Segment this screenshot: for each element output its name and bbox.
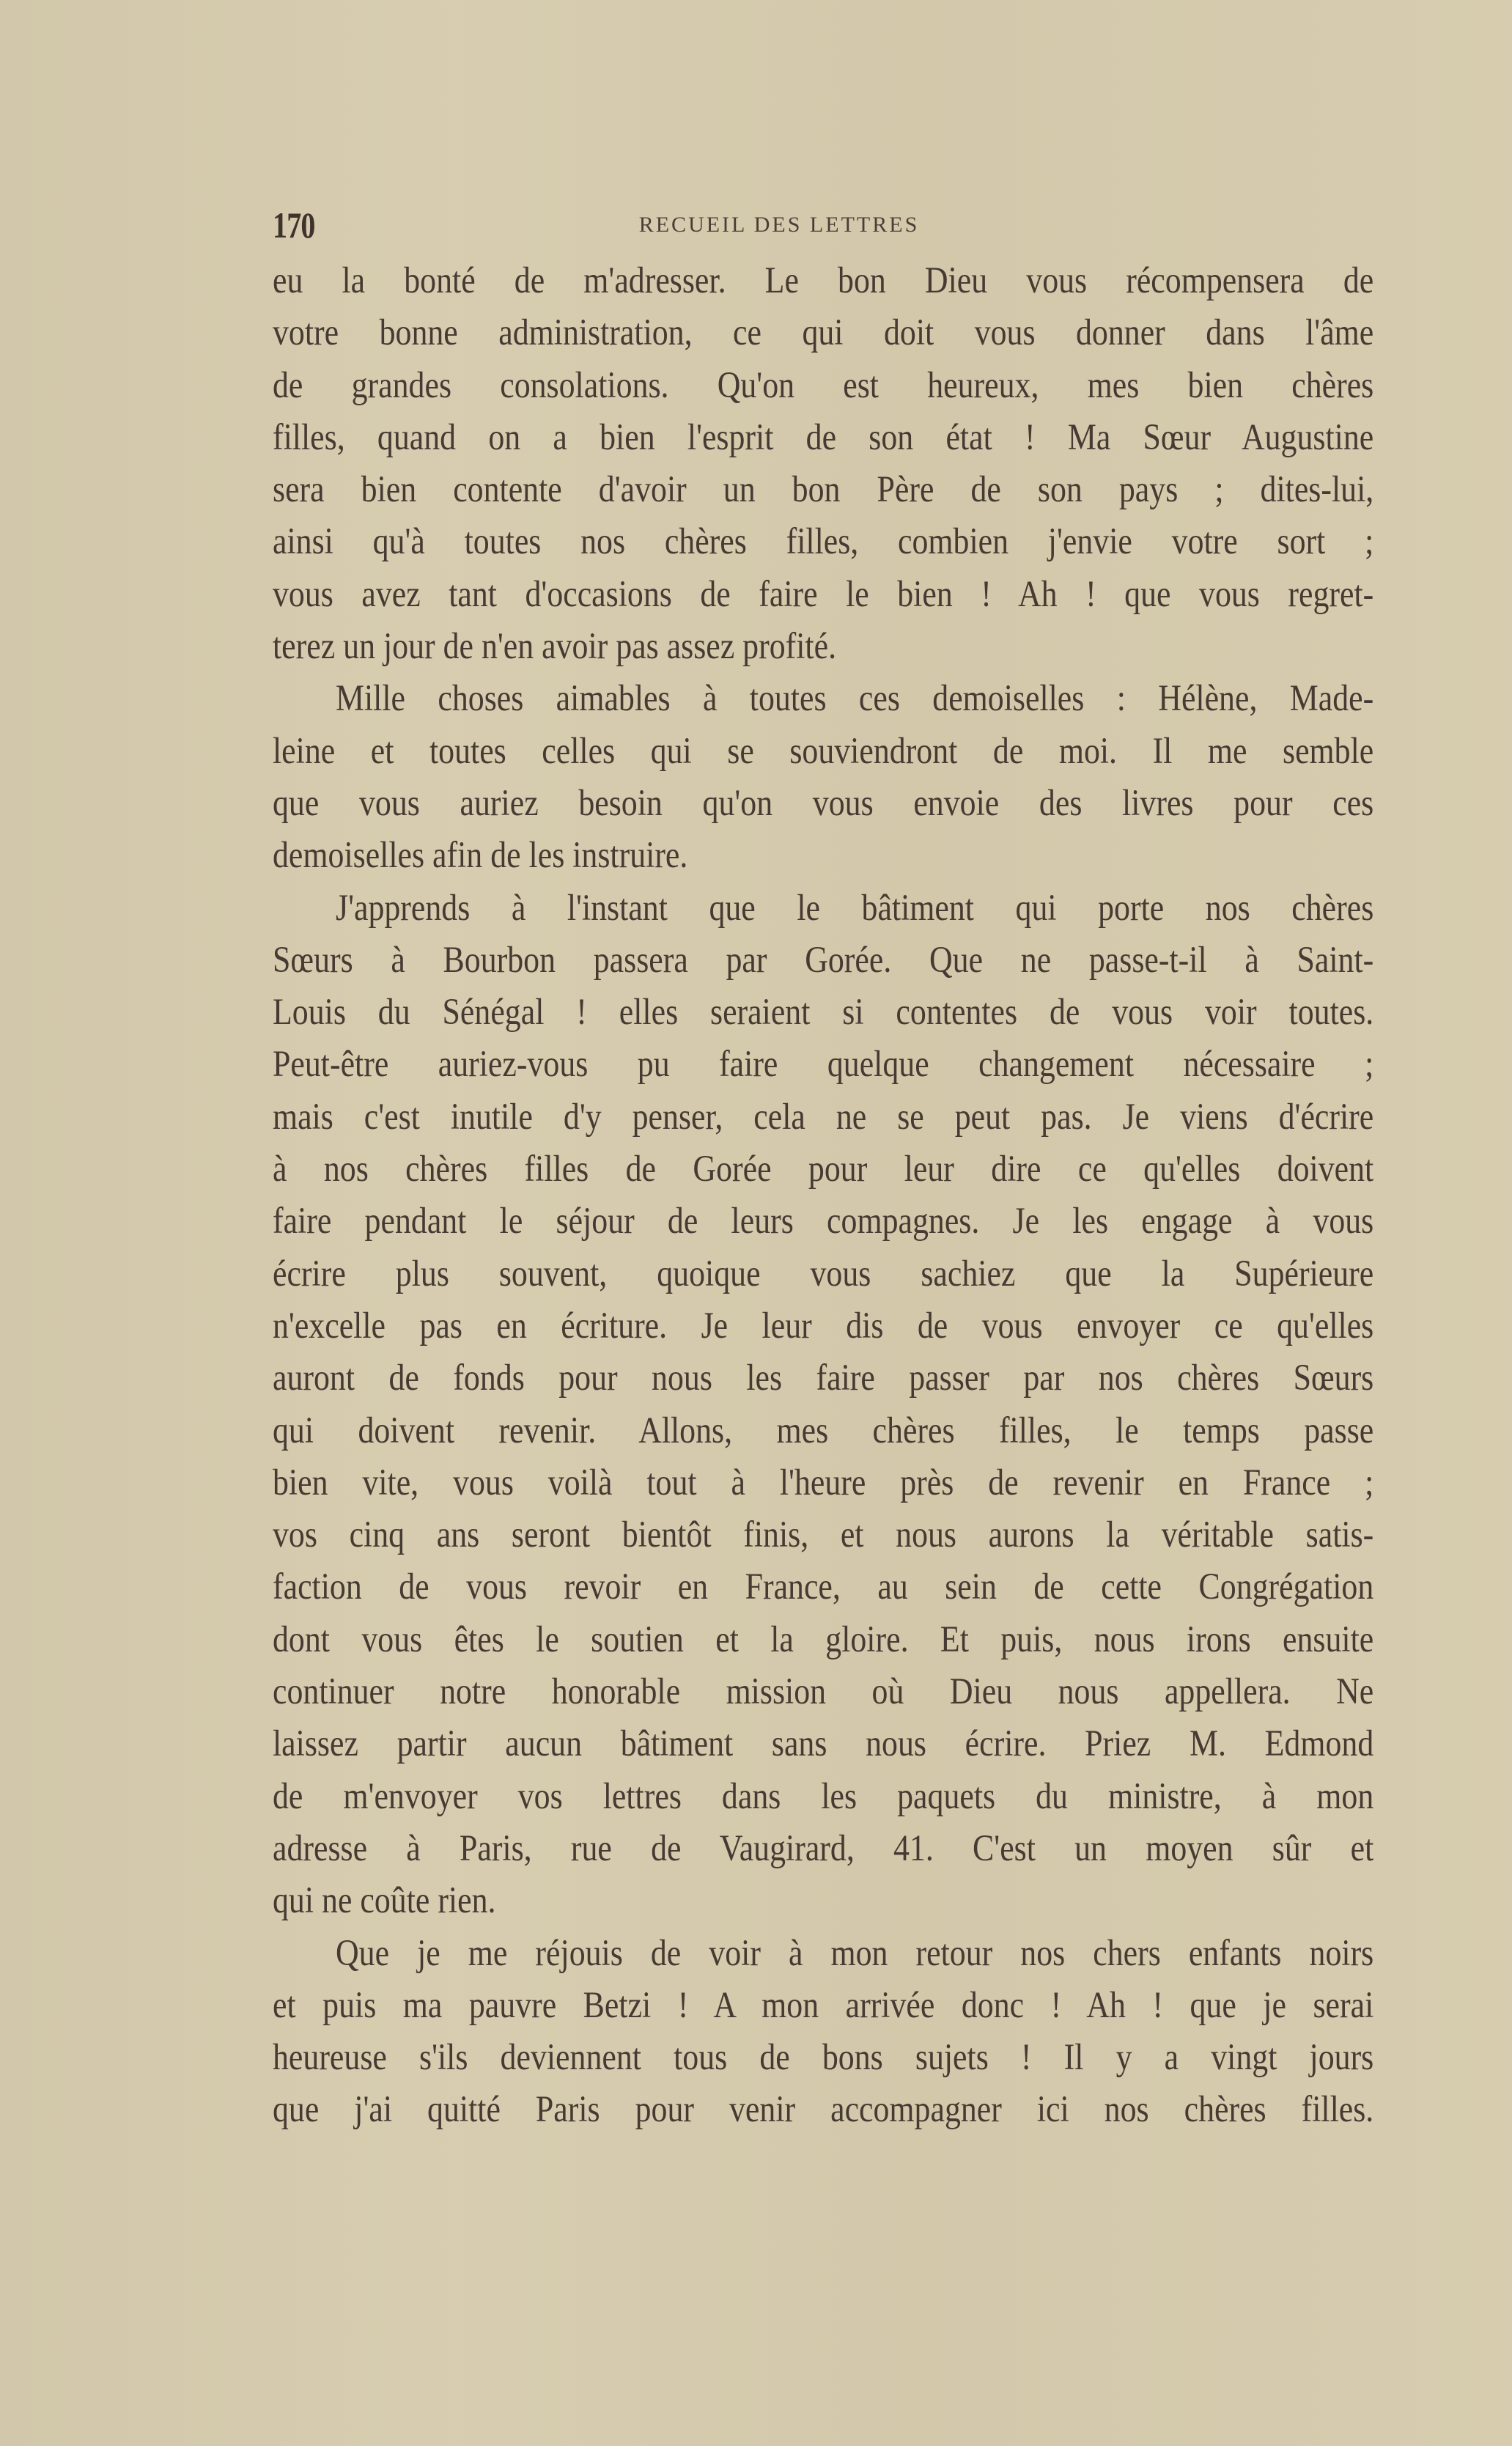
paragraph	[273, 1928, 1373, 2137]
running-title: RECUEIL DES LETTRES	[638, 213, 920, 237]
text-line: ainsi qu'à toutes nos chères filles, combien j'envie votre sort ;	[273, 521, 1374, 563]
book-page	[273, 198, 1373, 2137]
text-line: qui doivent revenir. Allons, mes chères filles, le temps passe	[273, 1410, 1374, 1451]
text-line: terez un jour de n'en avoir pas assez profité.	[273, 626, 837, 668]
text-line: Louis du Sénégal ! elles seraient si contentes de vous voir toutes.	[273, 992, 1374, 1034]
body-text	[273, 255, 1373, 2137]
text-line: Sœurs à Bourbon passera par Gorée. Que ne passe-t-il à Saint-	[273, 939, 1374, 981]
text-line: leine et toutes celles qui se souviendront de moi. Il me semble	[273, 730, 1374, 772]
text-line: de m'envoyer vos lettres dans les paquets du ministre, à mon	[273, 1775, 1374, 1817]
text-line: que vous auriez besoin qu'on vous envoie des livres pour ces	[273, 782, 1374, 824]
text-line: eu la bonté de m'adresser. Le bon Dieu vous récompensera de	[273, 260, 1374, 301]
text-line: qui ne coûte rien.	[273, 1880, 496, 1922]
text-line: laissez partir aucun bâtiment sans nous écrire. Priez M. Edmond	[273, 1723, 1374, 1765]
text-line: sera bien contente d'avoir un bon Père de son pays ; dites-lui,	[273, 469, 1374, 511]
text-line: Peut-être auriez-vous pu faire quelque changement nécessaire ;	[273, 1044, 1374, 1086]
text-line: mais c'est inutile d'y penser, cela ne se peut pas. Je viens d'écrire	[273, 1096, 1374, 1138]
paragraph	[273, 673, 1373, 882]
running-header	[273, 198, 1373, 246]
text-line: écrire plus souvent, quoique vous sachiez que la Supérieure	[273, 1253, 1374, 1294]
text-line: continuer notre honorable mission où Dieu nous appellera. Ne	[273, 1671, 1374, 1713]
text-line: que j'ai quitté Paris pour venir accompagner ici nos chères filles.	[273, 2089, 1374, 2131]
text-line: bien vite, vous voilà tout à l'heure près de revenir en France ;	[273, 1462, 1374, 1503]
text-line: n'excelle pas en écriture. Je leur dis de vous envoyer ce qu'elles	[273, 1305, 1374, 1347]
text-line: demoiselles afin de les instruire.	[273, 835, 688, 877]
text-line: filles, quand on a bien l'esprit de son état ! Ma Sœur Augustine	[273, 416, 1374, 458]
paragraph	[273, 255, 1373, 673]
text-line: Mille choses aimables à toutes ces demoiselles : Hélène, Made-	[336, 678, 1374, 720]
page-number: 170	[273, 205, 315, 246]
text-line: et puis ma pauvre Betzi ! A mon arrivée donc ! Ah ! que je serai	[273, 1984, 1374, 2026]
text-line: heureuse s'ils deviennent tous de bons sujets ! Il y a vingt jours	[273, 2037, 1374, 2079]
text-line: J'apprends à l'instant que le bâtiment qui porte nos chères	[336, 887, 1374, 929]
text-line: dont vous êtes le soutien et la gloire. Et puis, nous irons ensuite	[273, 1618, 1374, 1660]
text-line: vous avez tant d'occasions de faire le bien ! Ah ! que vous regret-	[273, 573, 1374, 615]
paragraph	[273, 883, 1373, 1928]
text-line: Que je me réjouis de voir à mon retour nos chers enfants noirs	[336, 1932, 1374, 1974]
text-line: faction de vous revoir en France, au sein de cette Congrégation	[273, 1566, 1374, 1608]
text-line: votre bonne administration, ce qui doit vous donner dans l'âme	[273, 312, 1374, 354]
text-line: auront de fonds pour nous les faire passer par nos chères Sœurs	[273, 1358, 1374, 1399]
text-line: à nos chères filles de Gorée pour leur dire ce qu'elles doivent	[273, 1149, 1374, 1190]
text-line: vos cinq ans seront bientôt finis, et nous aurons la véritable satis-	[273, 1514, 1374, 1556]
text-line: adresse à Paris, rue de Vaugirard, 41. C'est un moyen sûr et	[273, 1827, 1374, 1869]
text-line: faire pendant le séjour de leurs compagnes. Je les engage à vous	[273, 1201, 1374, 1242]
text-line: de grandes consolations. Qu'on est heureux, mes bien chères	[273, 364, 1374, 406]
